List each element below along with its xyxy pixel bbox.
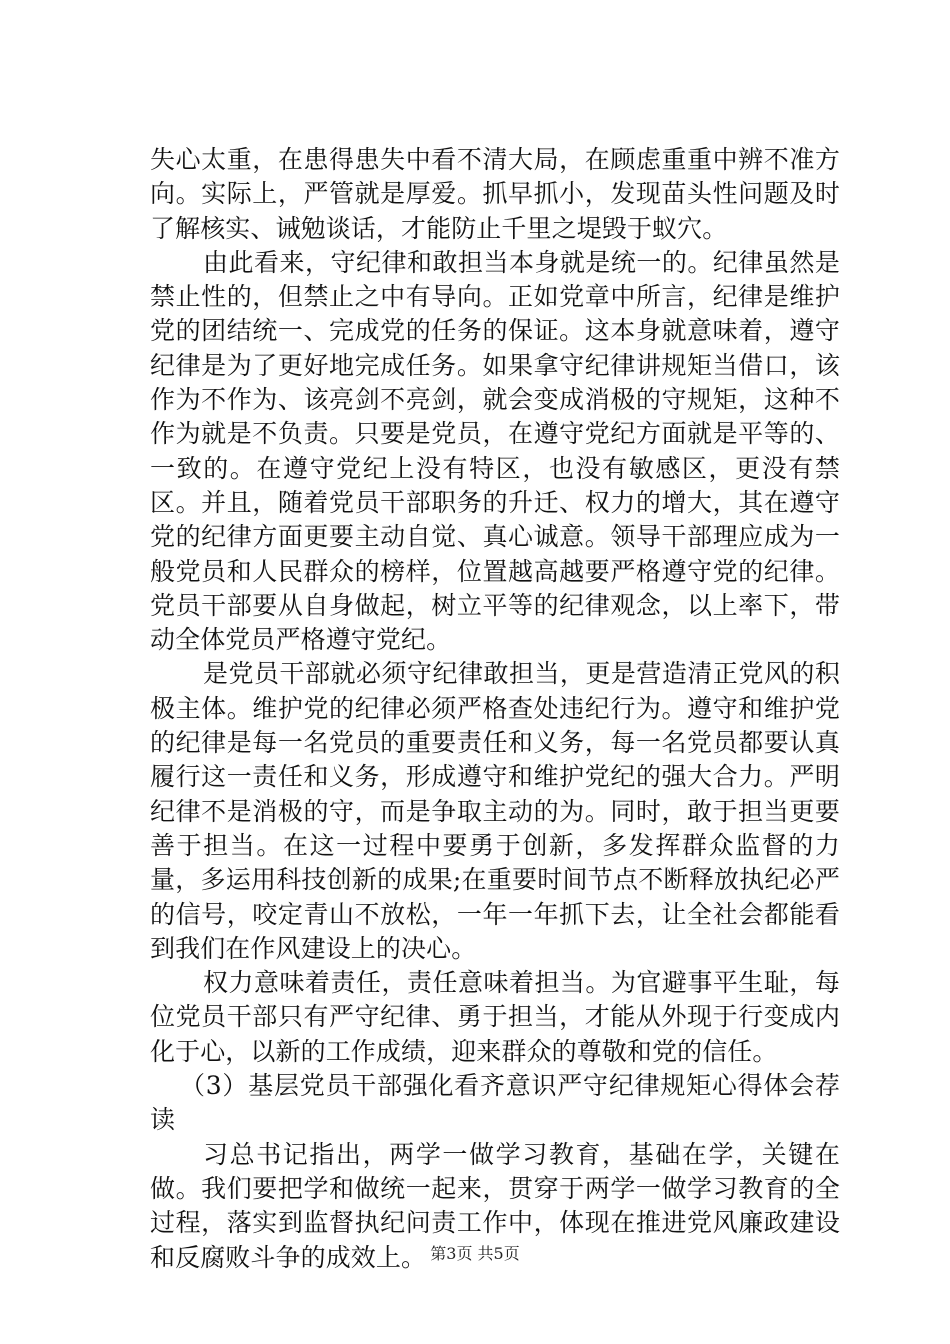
paragraph-two-studies: 习总书记指出，两学一做学习教育，基础在学，关键在做。我们要把学和做统一起来，贯穿于两学一做学习教育的全过程，落实到监督执纪问责工作中，体现在推进党风廉政建设和反腐败斗争的成效上。 [150, 1139, 840, 1272]
page-footer [0, 1243, 950, 1265]
paragraph-party-members-duty: 是党员干部就必须守纪律敢担当，更是营造清正党风的积极主体。维护党的纪律必须严格查处违纪行为。遵守和维护党的纪律是每一名党员的重要责任和义务，每一名党员都要认真履行这一责任和义务，形成遵守和维护党纪的强大合力。严明纪律不是消极的守，而是争取主动的为。同时，敢于担当更要善于担当。在这一过程中要勇于创新，多发挥群众监督的力量，多运用科技创新的成果;在重要时间节点不断释放执纪必严的信号，咬定青山不放松，一年一年抓下去，让全社会都能看到我们在作风建设上的决心。 [150, 659, 840, 963]
page-indicator: 第3页 共5页 [430, 1244, 520, 1263]
section-heading: （3）基层党员干部强化看齐意识严守纪律规矩心得体会荐读 [150, 1071, 840, 1135]
document-body [150, 143, 840, 1275]
paragraph-continuation: 失心太重，在患得患失中看不清大局，在顾虑重重中辨不准方向。实际上，严管就是厚爱。抓早抓小，发现苗头性问题及时了解核实、诫勉谈话，才能防止千里之堤毁于蚁穴。 [150, 145, 840, 243]
paragraph-power-responsibility: 权力意味着责任，责任意味着担当。为官避事平生耻，每位党员干部只有严守纪律、勇于担当，才能从外现于行变成内化于心，以新的工作成绩，迎来群众的尊敬和党的信任。 [150, 968, 840, 1066]
paragraph-discipline-unity: 由此看来，守纪律和敢担当本身就是统一的。纪律虽然是禁止性的，但禁止之中有导向。正如党章中所言，纪律是维护党的团结统一、完成党的任务的保证。这本身就意味着，遵守纪律是为了更好地完成任务。如果拿守纪律讲规矩当借口，该作为不作为、该亮剑不亮剑，就会变成消极的守规矩，这种不作为就是不负责。只要是党员，在遵守党纪方面就是平等的、一致的。在遵守党纪上没有特区，也没有敏感区，更没有禁区。并且，随着党员干部职务的升迁、权力的增大，其在遵守党的纪律方面更要主动自觉、真心诚意。领导干部理应成为一般党员和人民群众的榜样，位置越高越要严格遵守党的纪律。党员干部要从自身做起，树立平等的纪律观念，以上率下，带动全体党员严格遵守党纪。 [150, 247, 840, 655]
